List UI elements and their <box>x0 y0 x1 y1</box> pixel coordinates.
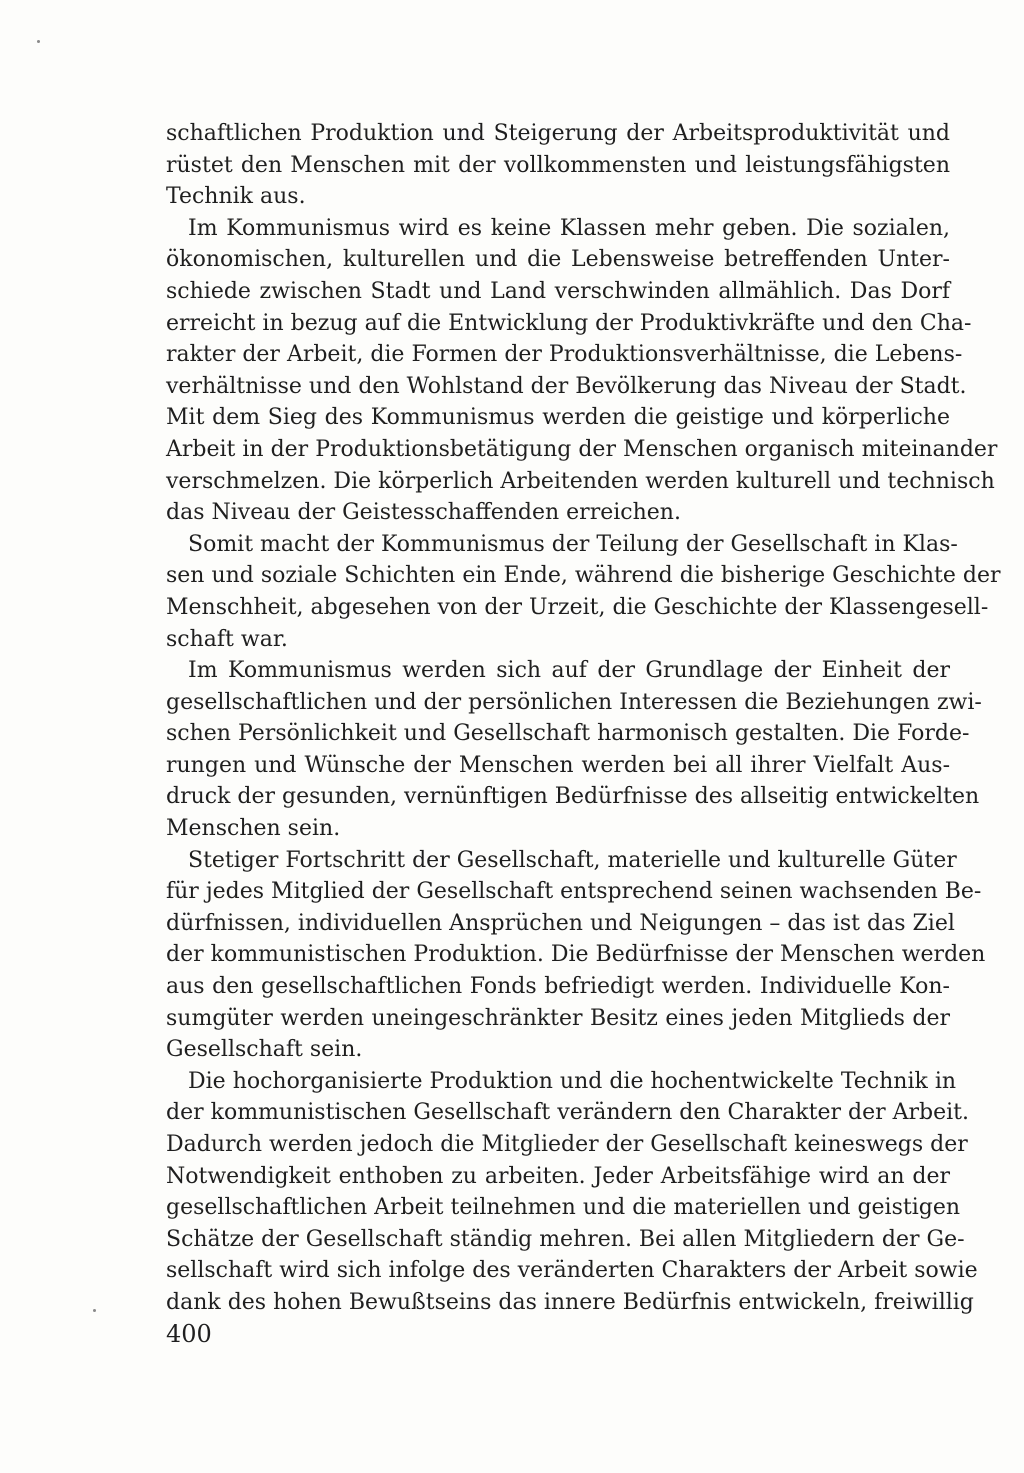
text-line: schaft war. <box>166 626 288 652</box>
text-line: Schätze der Gesellschaft ständig mehren. Bei allen Mitgliedern der Ge- <box>166 1226 965 1252</box>
text-line: verhältnisse und den Wohlstand der Bevölkerung das Niveau der Stadt. <box>166 373 967 399</box>
text-line: Im Kommunismus wird es keine Klassen mehr geben. Die sozialen, <box>188 215 950 241</box>
text-line: schiede zwischen Stadt und Land verschwinden allmählich. Das Dorf <box>166 278 950 304</box>
text-line: gesellschaftlichen Arbeit teilnehmen und die materiellen und geistigen <box>166 1195 961 1221</box>
paragraph <box>166 118 950 213</box>
scan-speck <box>37 40 40 43</box>
text-line: Menschen sein. <box>166 816 341 842</box>
text-line: rakter der Arbeit, die Formen der Produktionsverhältnisse, die Lebens- <box>166 342 963 368</box>
paragraph <box>166 1066 978 1319</box>
paragraph <box>166 845 986 1066</box>
text-line: Die hochorganisierte Produktion und die hochentwickelte Technik in <box>188 1068 957 1094</box>
text-line: der kommunistischen Gesellschaft verändern den Charakter der Arbeit. <box>166 1100 969 1126</box>
paragraph <box>166 213 998 529</box>
paragraph <box>166 655 982 845</box>
body-text <box>166 118 1001 1319</box>
text-line: verschmelzen. Die körperlich Arbeitenden werden kulturell und technisch <box>166 468 995 494</box>
text-line: für jedes Mitglied der Gesellschaft entsprechend seinen wachsenden Be- <box>166 879 982 905</box>
text-line: Dadurch werden jedoch die Mitglieder der Gesellschaft keineswegs der <box>166 1132 968 1157</box>
text-line: Somit macht der Kommunismus der Teilung der Gesellschaft in Klas- <box>188 531 958 557</box>
text-line: Notwendigkeit enthoben zu arbeiten. Jeder Arbeitsfähige wird an der <box>166 1163 950 1189</box>
text-line: rüstet den Menschen mit der vollkommensten und leistungsfähigsten <box>166 152 950 178</box>
scan-speck <box>93 1309 96 1312</box>
text-line: sellschaft wird sich infolge des veränderten Charakters der Arbeit sowie <box>166 1258 978 1284</box>
text-line: druck der gesunden, vernünftigen Bedürfnisse des allseitig entwickelten <box>166 784 980 810</box>
text-line: Menschheit, abgesehen von der Urzeit, die Geschichte der Klassengesell- <box>166 594 989 620</box>
text-line: Stetiger Fortschritt der Gesellschaft, materielle und kulturelle Güter <box>188 847 957 873</box>
text-line: dank des hohen Bewußtseins das innere Bedürfnis entwickeln, freiwillig <box>166 1289 974 1315</box>
text-line: ökonomischen, kulturellen und die Lebensweise betreffenden Unter- <box>166 247 950 273</box>
text-line: sen und soziale Schichten ein Ende, während die bisherige Geschichte der <box>166 563 1001 589</box>
text-line: erreicht in bezug auf die Entwicklung der Produktivkräfte und den Cha- <box>166 310 972 336</box>
text-line: dürfnissen, individuellen Ansprüchen und Neigungen – das ist das Ziel <box>166 910 955 936</box>
text-line: Im Kommunismus werden sich auf der Grundlage der Einheit der <box>188 658 950 684</box>
text-line: das Niveau der Geistesschaffenden erreichen. <box>166 500 681 526</box>
text-line: sumgüter werden uneingeschränkter Besitz eines jeden Mitglieds der <box>166 1005 950 1031</box>
page-number: 400 <box>166 1320 212 1348</box>
text-line: Mit dem Sieg des Kommunismus werden die geistige und körperliche <box>166 405 950 431</box>
text-line: schen Persönlichkeit und Gesellschaft harmonisch gestalten. Die Forde- <box>166 721 970 747</box>
text-line: aus den gesellschaftlichen Fonds befriedigt werden. Individuelle Kon- <box>166 974 950 1000</box>
text-line: schaftlichen Produktion und Steigerung der Arbeitsproduktivität und <box>166 121 950 146</box>
text-line: gesellschaftlichen und der persönlichen Interessen die Beziehungen zwi- <box>166 689 982 715</box>
text-line: Gesellschaft sein. <box>166 1037 363 1063</box>
text-line: Arbeit in der Produktionsbetätigung der Menschen organisch miteinander <box>166 436 998 462</box>
paragraph <box>166 529 1001 655</box>
text-line: der kommunistischen Produktion. Die Bedürfnisse der Menschen werden <box>166 942 986 968</box>
text-line: rungen und Wünsche der Menschen werden bei all ihrer Vielfalt Aus- <box>166 752 950 778</box>
text-line: Technik aus. <box>166 184 306 210</box>
